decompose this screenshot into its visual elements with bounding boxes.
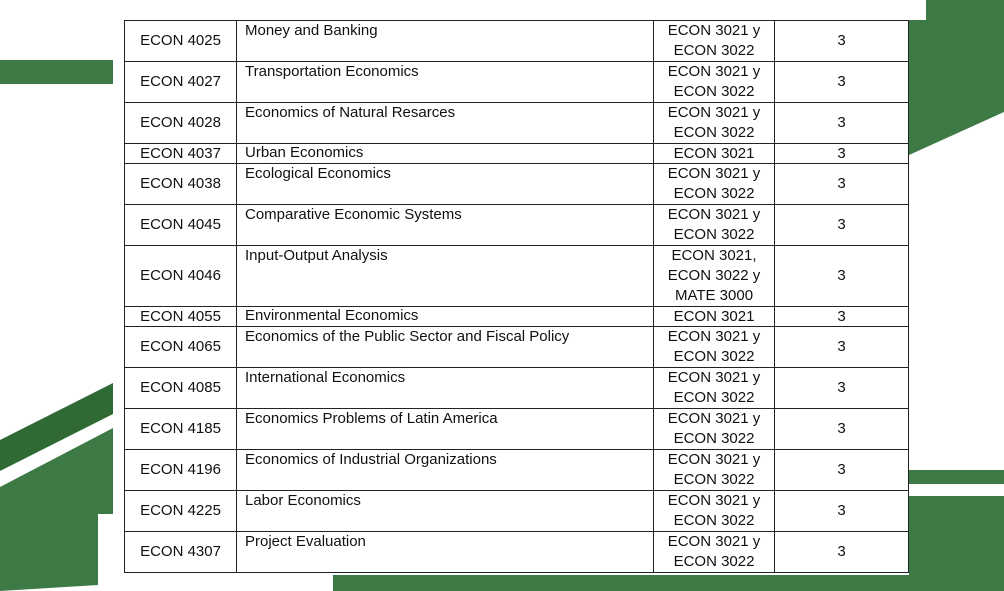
course-title: Money and Banking	[237, 21, 654, 62]
prereq-line: ECON 3021 y	[667, 410, 761, 427]
course-code: ECON 4307	[125, 532, 237, 573]
course-title: Transportation Economics	[237, 62, 654, 103]
prereq-line: ECON 3021 y	[667, 328, 761, 345]
prereq-line: ECON 3022	[673, 471, 755, 488]
course-credits: 3	[775, 246, 909, 307]
table-row	[125, 409, 909, 450]
course-credits: 3	[775, 164, 909, 205]
course-table-container	[124, 20, 909, 573]
course-title: Labor Economics	[237, 491, 654, 532]
course-credits: 3	[775, 144, 909, 164]
course-credits: 3	[775, 103, 909, 144]
prereq-line: ECON 3021 y	[667, 206, 761, 223]
course-title: Environmental Economics	[237, 307, 654, 327]
prereq-line: ECON 3022	[673, 83, 755, 100]
course-prerequisites	[654, 103, 775, 144]
course-title: Economics of Natural Resarces	[237, 103, 654, 144]
table-row	[125, 532, 909, 573]
prereq-line: ECON 3021 y	[667, 451, 761, 468]
course-code: ECON 4225	[125, 491, 237, 532]
course-code: ECON 4185	[125, 409, 237, 450]
prereq-line: ECON 3021	[673, 144, 755, 162]
table-row	[125, 450, 909, 491]
green-shape-right-top	[909, 0, 1004, 155]
table-row	[125, 368, 909, 409]
green-bar-bottom	[333, 575, 1004, 591]
prereq-line: ECON 3022	[673, 226, 755, 243]
course-code: ECON 4025	[125, 21, 237, 62]
course-title: International Economics	[237, 368, 654, 409]
course-title: Ecological Economics	[237, 164, 654, 205]
course-prerequisites	[654, 144, 775, 164]
course-table	[124, 20, 909, 573]
course-code: ECON 4027	[125, 62, 237, 103]
course-title: Comparative Economic Systems	[237, 205, 654, 246]
prereq-line: ECON 3022	[673, 512, 755, 529]
course-code: ECON 4045	[125, 205, 237, 246]
prereq-line: ECON 3021 y	[667, 533, 761, 550]
course-prerequisites	[654, 21, 775, 62]
table-row	[125, 205, 909, 246]
course-code: ECON 4065	[125, 327, 237, 368]
course-title: Urban Economics	[237, 144, 654, 164]
prereq-line: ECON 3021 y	[667, 369, 761, 386]
table-row	[125, 327, 909, 368]
course-credits: 3	[775, 307, 909, 327]
course-table-body	[125, 21, 909, 573]
course-code: ECON 4085	[125, 368, 237, 409]
course-title: Economics of the Public Sector and Fiscal Policy	[237, 327, 654, 368]
prereq-line: ECON 3022	[673, 430, 755, 447]
course-code: ECON 4037	[125, 144, 237, 164]
prereq-line: ECON 3021	[673, 307, 755, 325]
table-row	[125, 246, 909, 307]
prereq-line: ECON 3022	[673, 553, 755, 570]
course-prerequisites	[654, 327, 775, 368]
course-title: Project Evaluation	[237, 532, 654, 573]
course-credits: 3	[775, 368, 909, 409]
course-prerequisites	[654, 205, 775, 246]
course-code: ECON 4046	[125, 246, 237, 307]
course-prerequisites	[654, 491, 775, 532]
course-prerequisites	[654, 409, 775, 450]
course-prerequisites	[654, 532, 775, 573]
prereq-line: ECON 3022	[673, 185, 755, 202]
course-credits: 3	[775, 327, 909, 368]
course-code: ECON 4196	[125, 450, 237, 491]
course-title: Economics of Industrial Organizations	[237, 450, 654, 491]
course-credits: 3	[775, 21, 909, 62]
table-row	[125, 62, 909, 103]
prereq-line: ECON 3021 y	[667, 165, 761, 182]
course-prerequisites	[654, 450, 775, 491]
course-credits: 3	[775, 62, 909, 103]
prereq-line: ECON 3021 y	[667, 22, 761, 39]
course-title: Economics Problems of Latin America	[237, 409, 654, 450]
prereq-line: ECON 3022	[673, 348, 755, 365]
course-title: Input-Output Analysis	[237, 246, 654, 307]
course-prerequisites	[654, 307, 775, 327]
prereq-line: ECON 3021 y	[667, 63, 761, 80]
prereq-line: ECON 3021,	[671, 247, 757, 264]
course-prerequisites	[654, 164, 775, 205]
green-bar-right-middle	[909, 470, 1004, 484]
course-prerequisites	[654, 246, 775, 307]
course-credits: 3	[775, 409, 909, 450]
prereq-line: ECON 3022	[673, 389, 755, 406]
table-row	[125, 103, 909, 144]
course-credits: 3	[775, 450, 909, 491]
prereq-line: ECON 3022 y	[667, 267, 761, 284]
table-row	[125, 21, 909, 62]
prereq-line: ECON 3021 y	[667, 104, 761, 121]
table-row	[125, 307, 909, 327]
prereq-line: ECON 3022	[673, 124, 755, 141]
prereq-line: MATE 3000	[674, 287, 754, 304]
course-credits: 3	[775, 491, 909, 532]
course-prerequisites	[654, 62, 775, 103]
course-prerequisites	[654, 368, 775, 409]
prereq-line: ECON 3022	[673, 42, 755, 59]
table-row	[125, 491, 909, 532]
table-row	[125, 164, 909, 205]
course-credits: 3	[775, 205, 909, 246]
course-code: ECON 4038	[125, 164, 237, 205]
course-code: ECON 4055	[125, 307, 237, 327]
course-code: ECON 4028	[125, 103, 237, 144]
green-bar-left-top	[0, 60, 113, 84]
prereq-line: ECON 3021 y	[667, 492, 761, 509]
course-credits: 3	[775, 532, 909, 573]
table-row	[125, 144, 909, 164]
